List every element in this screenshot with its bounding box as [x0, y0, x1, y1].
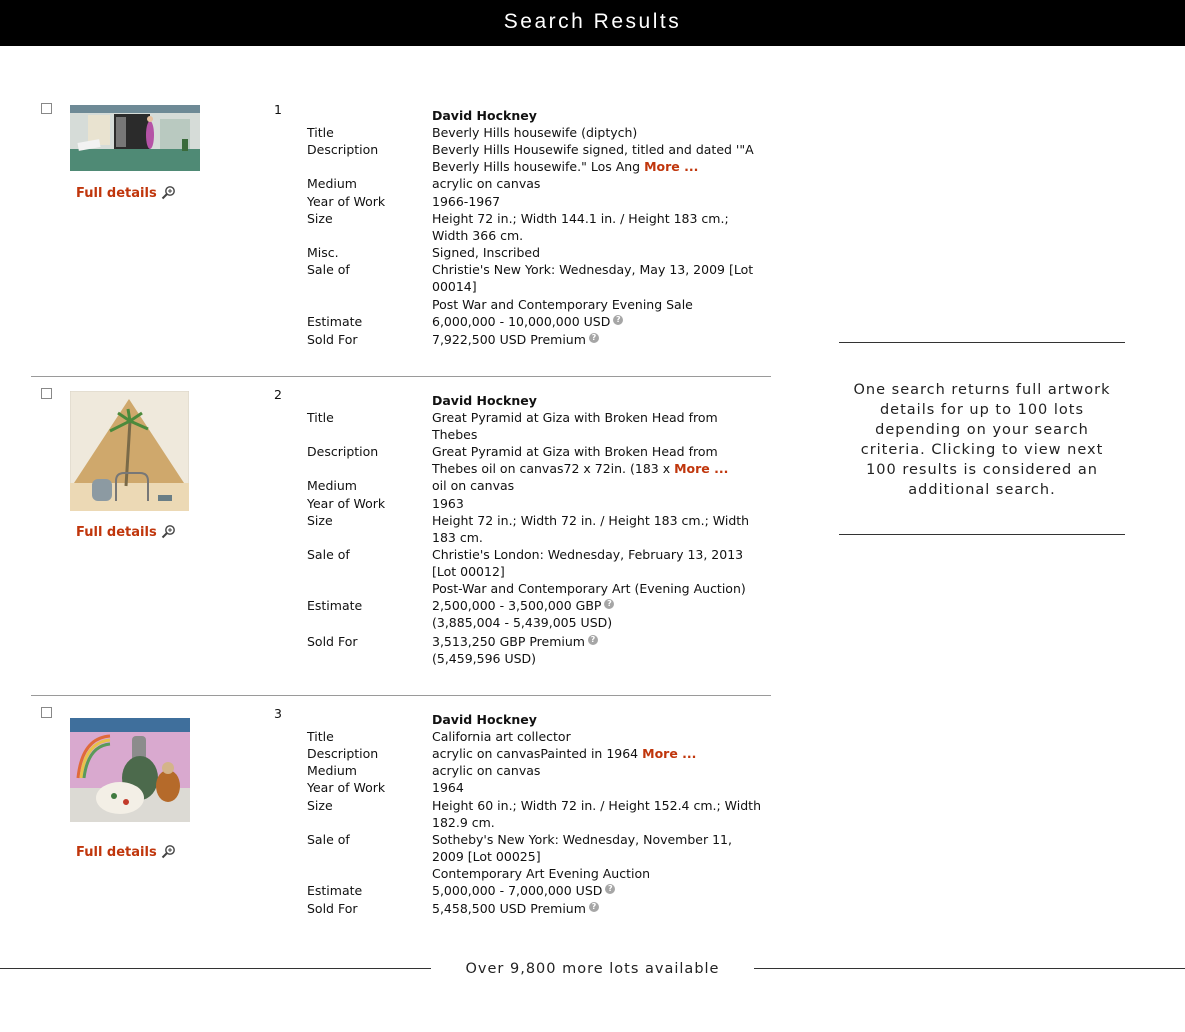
misc-label: Misc.	[307, 245, 339, 260]
sale-name-value: Contemporary Art Evening Auction	[432, 866, 651, 881]
size-label: Size	[307, 211, 333, 226]
help-icon[interactable]: ?	[589, 333, 599, 343]
full-details-link[interactable]: Full details	[76, 845, 157, 860]
sold-value: 7,922,500 USD Premium	[432, 332, 586, 347]
artwork-thumbnail[interactable]	[70, 391, 189, 511]
sale-value: Sotheby's New York: Wednesday, November 11, 2009 [Lot 00025]	[432, 832, 732, 864]
description-label: Description	[307, 746, 379, 761]
title-label: Title	[307, 729, 334, 744]
select-checkbox[interactable]	[41, 388, 52, 399]
artist-name: David Hockney	[432, 712, 537, 727]
artist-name: David Hockney	[432, 108, 537, 123]
year-label: Year of Work	[307, 780, 386, 795]
description-label: Description	[307, 444, 379, 459]
year-value: 1964	[432, 780, 464, 795]
size-label: Size	[307, 798, 333, 813]
sale-value: Christie's London: Wednesday, February 13, 2013 [Lot 00012]	[432, 547, 744, 579]
size-value: Height 72 in.; Width 72 in. / Height 183 cm.; Width 183 cm.	[432, 513, 750, 545]
result-divider	[31, 376, 771, 377]
estimate-label: Estimate	[307, 883, 363, 898]
year-label: Year of Work	[307, 496, 386, 511]
title-value: Great Pyramid at Giza with Broken Head from Thebes	[432, 410, 718, 442]
select-checkbox[interactable]	[41, 707, 52, 718]
medium-value: acrylic on canvas	[432, 176, 541, 191]
size-label: Size	[307, 513, 333, 528]
zoom-icon[interactable]	[161, 524, 176, 539]
select-checkbox[interactable]	[41, 103, 52, 114]
sale-name-value: Post-War and Contemporary Art (Evening Auction)	[432, 581, 746, 596]
description-label: Description	[307, 142, 379, 157]
sold-value: 3,513,250 GBP Premium	[432, 634, 585, 649]
artwork-thumbnail[interactable]	[70, 718, 190, 822]
description-value: Beverly Hills Housewife signed, titled and dated '"A Beverly Hills housewife." Los Ang	[432, 142, 754, 174]
more-link[interactable]: More ...	[642, 746, 697, 761]
sale-label: Sale of	[307, 262, 350, 277]
result-number: 3	[274, 706, 282, 721]
medium-label: Medium	[307, 176, 357, 191]
header-bar	[0, 0, 1185, 46]
estimate-value: 6,000,000 - 10,000,000 USD	[432, 314, 611, 329]
year-label: Year of Work	[307, 194, 386, 209]
sale-label: Sale of	[307, 832, 350, 847]
result-number: 2	[274, 387, 282, 402]
sale-value: Christie's New York: Wednesday, May 13, 2009 [Lot 00014]	[432, 262, 754, 294]
artwork-thumbnail[interactable]	[70, 105, 200, 171]
help-icon[interactable]: ?	[604, 599, 614, 609]
medium-value: oil on canvas	[432, 478, 515, 493]
sold-label: Sold For	[307, 634, 358, 649]
year-value: 1963	[432, 496, 464, 511]
sold-label: Sold For	[307, 332, 358, 347]
full-details-link[interactable]: Full details	[76, 186, 157, 201]
sale-name-value: Post War and Contemporary Evening Sale	[432, 297, 693, 312]
zoom-icon[interactable]	[161, 185, 176, 200]
estimate-value: 5,000,000 - 7,000,000 USD	[432, 883, 603, 898]
help-icon[interactable]: ?	[613, 315, 623, 325]
search-limit-note: One search returns full artwork details for up to 100 lots depending on your search criteria. Clicking to view next 100 results is considered an additional search.	[853, 382, 1111, 498]
footer-rule-left	[0, 968, 431, 969]
title-label: Title	[307, 125, 334, 140]
estimate-label: Estimate	[307, 598, 363, 613]
page-title: Search Results	[503, 10, 682, 33]
description-value: Great Pyramid at Giza with Broken Head from Thebes oil on canvas72 x 72in. (183 x	[432, 444, 718, 476]
title-value: California art collector	[432, 729, 571, 744]
estimate-usd-value: (3,885,004 - 5,439,005 USD)	[432, 615, 613, 630]
title-label: Title	[307, 410, 334, 425]
result-number: 1	[274, 102, 282, 117]
artist-name: David Hockney	[432, 393, 537, 408]
sold-usd-value: (5,459,596 USD)	[432, 651, 537, 666]
full-details-link[interactable]: Full details	[76, 525, 157, 540]
misc-value: Signed, Inscribed	[432, 245, 541, 260]
estimate-label: Estimate	[307, 314, 363, 329]
help-icon[interactable]: ?	[605, 884, 615, 894]
result-divider	[31, 695, 771, 696]
size-value: Height 60 in.; Width 72 in. / Height 152.4 cm.; Width 182.9 cm.	[432, 798, 761, 830]
sidebar-rule-bottom	[839, 534, 1125, 535]
medium-value: acrylic on canvas	[432, 763, 541, 778]
estimate-value: 2,500,000 - 3,500,000 GBP	[432, 598, 602, 613]
more-lots-link[interactable]: Over 9,800 more lots available	[465, 961, 720, 977]
description-value: acrylic on canvasPainted in 1964	[432, 746, 639, 761]
title-value: Beverly Hills housewife (diptych)	[432, 125, 638, 140]
medium-label: Medium	[307, 478, 357, 493]
size-value: Height 72 in.; Width 144.1 in. / Height 183 cm.; Width 366 cm.	[432, 211, 729, 243]
more-link[interactable]: More ...	[644, 159, 699, 174]
more-link[interactable]: More ...	[674, 461, 729, 476]
zoom-icon[interactable]	[161, 844, 176, 859]
year-value: 1966-1967	[432, 194, 501, 209]
sidebar-rule-top	[839, 342, 1125, 343]
sold-label: Sold For	[307, 901, 358, 916]
medium-label: Medium	[307, 763, 357, 778]
sale-label: Sale of	[307, 547, 350, 562]
footer-rule-right	[754, 968, 1185, 969]
help-icon[interactable]: ?	[589, 902, 599, 912]
help-icon[interactable]: ?	[588, 635, 598, 645]
sold-value: 5,458,500 USD Premium	[432, 901, 586, 916]
